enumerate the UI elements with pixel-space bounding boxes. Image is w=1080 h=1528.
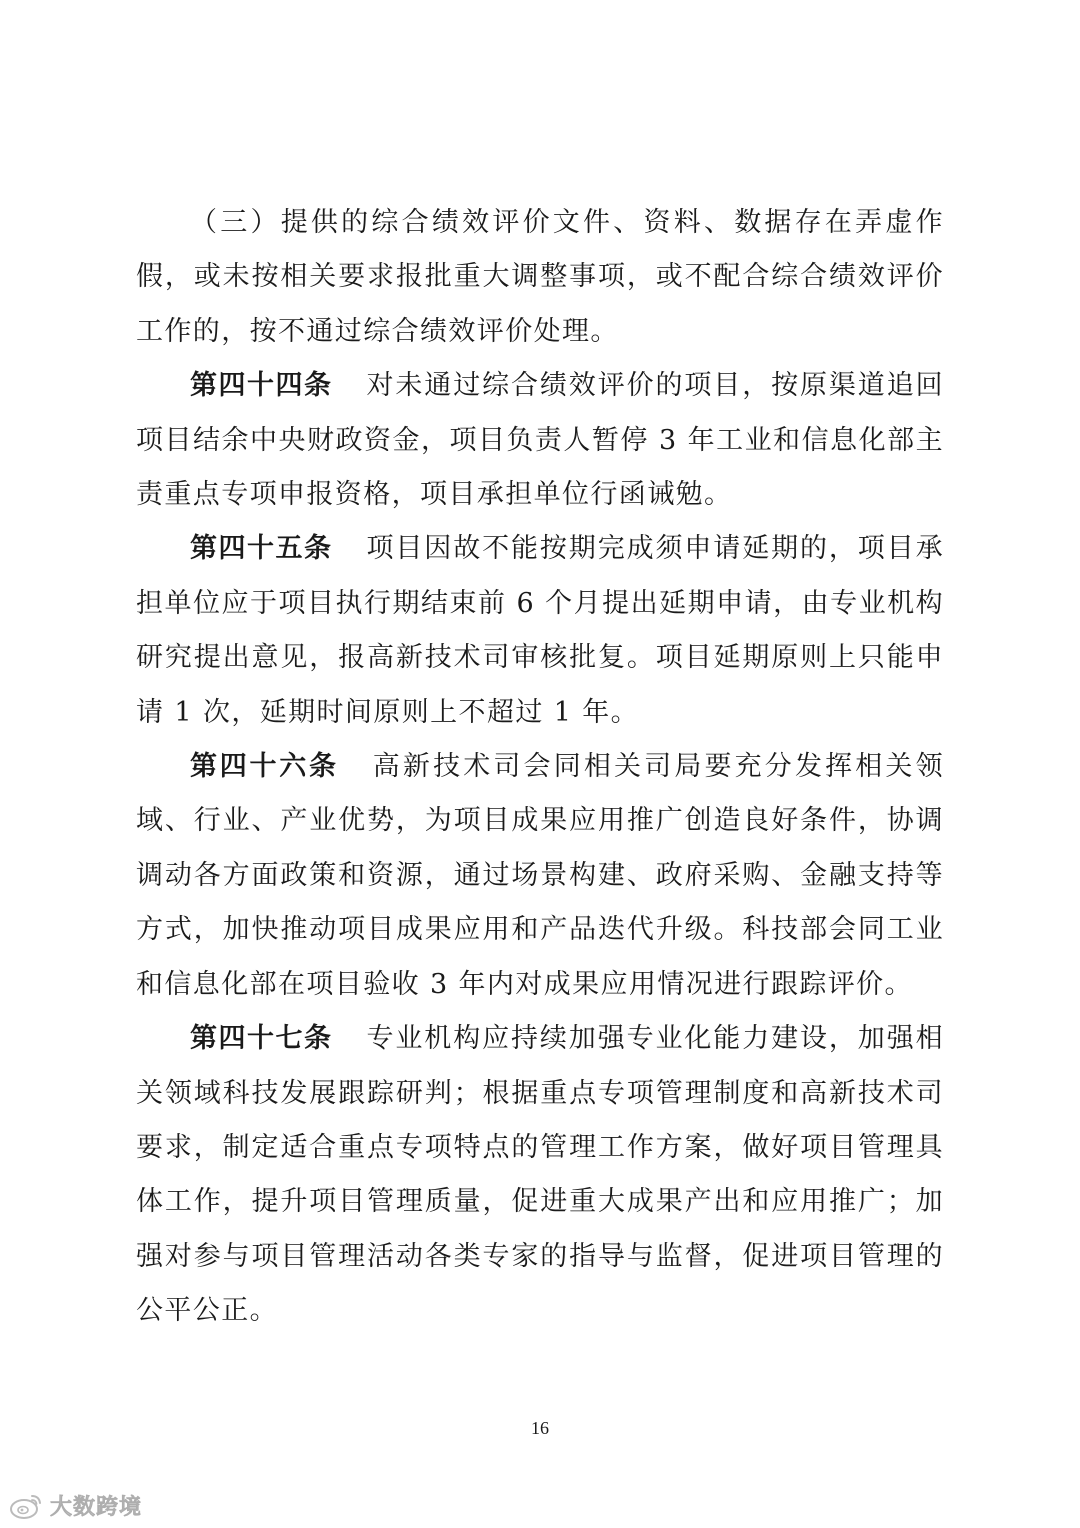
watermark-text: 大数跨境 [50, 1495, 143, 1520]
article-45 [136, 522, 944, 740]
page-number: 16 [531, 1418, 549, 1438]
article-46 [136, 740, 944, 1012]
paragraph-text: （三）提供的综合绩效评价文件、资料、数据存在弄虚作假，或未按相关要求报批重大调整事项，或不配合综合绩效评价工作的，按不通过综合绩效评价处理。 [136, 207, 944, 347]
watermark [8, 1490, 142, 1521]
article-47 [136, 1012, 944, 1338]
article-text: 高新技术司会同相关司局要充分发挥相关领域、行业、产业优势，为项目成果应用推广创造良好条件，协调调动各方面政策和资源，通过场景构建、政府采购、金融支持等方式，加快推动项目成果应用和产品迭代升级。科技部会同工业和信息化部在项目验收 3 年内对成果应用情况进行跟踪评价。 [136, 751, 944, 1000]
article-heading: 第四十四条 [190, 370, 333, 402]
weibo-logo-icon [8, 1492, 44, 1520]
paragraph-item-3 [136, 196, 944, 359]
article-heading: 第四十五条 [190, 533, 333, 565]
document-body [136, 196, 944, 1339]
article-text: 项目因故不能按期完成须申请延期的，项目承担单位应于项目执行期结束前 6 个月提出延期申请，由专业机构研究提出意见，报高新技术司审核批复。项目延期原则上只能申请 1 次，延期时间原则上不超过 1 年。 [136, 533, 944, 728]
article-text: 对未通过综合绩效评价的项目，按原渠道追回项目结余中央财政资金，项目负责人暂停 3 年工业和信息化部主责重点专项申报资格，项目承担单位行函诫勉。 [136, 370, 944, 511]
article-heading: 第四十六条 [190, 751, 339, 783]
article-44 [136, 359, 944, 522]
article-text: 专业机构应持续加强专业化能力建设，加强相关领域科技发展跟踪研判；根据重点专项管理制度和高新技术司要求，制定适合重点专项特点的管理工作方案，做好项目管理具体工作，提升项目管理质量，促进重大成果产出和应用推广；加强对参与项目管理活动各类专家的指导与监督，促进项目管理的公平公正。 [136, 1023, 944, 1327]
article-heading: 第四十七条 [190, 1023, 333, 1055]
